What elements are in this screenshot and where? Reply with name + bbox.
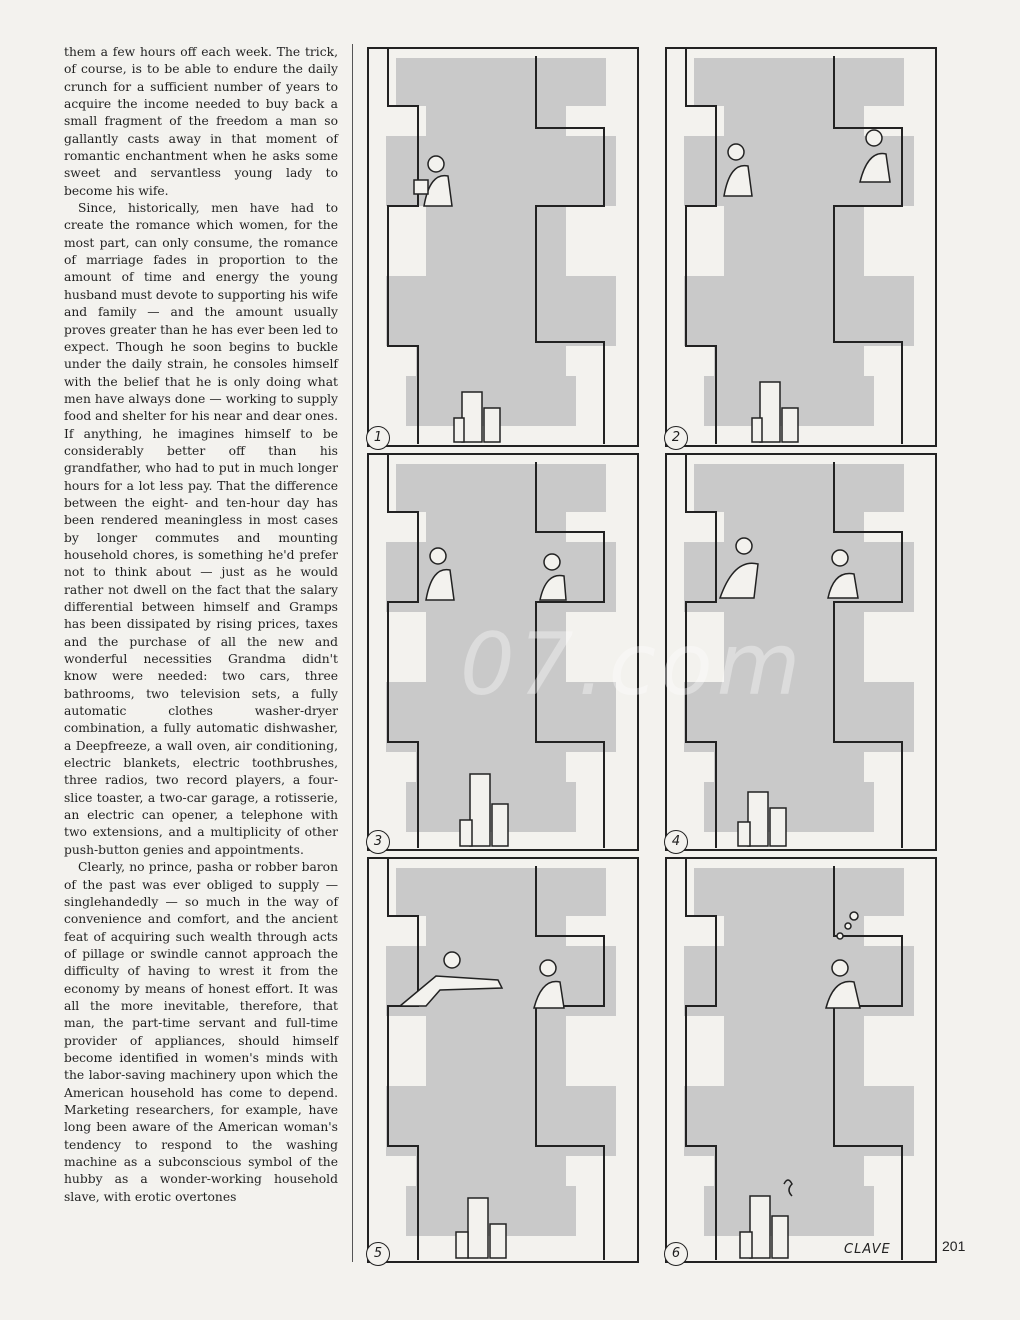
panel-6-number: 6 <box>664 1242 688 1266</box>
panel-5-drawing <box>366 856 640 1264</box>
cartoon-panel-5 <box>366 856 640 1264</box>
page-number: 201 <box>942 1238 966 1254</box>
article-text <box>64 44 338 1206</box>
cartoon-panel-2 <box>664 46 938 448</box>
cartoon-panel-3 <box>366 452 640 852</box>
cartoon-panel-6 <box>664 856 938 1264</box>
panel-4-number: 4 <box>664 830 688 854</box>
cartoon-panel-1 <box>366 46 640 448</box>
panel-5-number: 5 <box>366 1242 390 1266</box>
panel-2-drawing <box>664 46 938 448</box>
panel-1-number: 1 <box>366 426 390 450</box>
panel-6-drawing <box>664 856 938 1264</box>
paragraph-3: Clearly, no prince, pasha or robber baron of the past was ever obliged to supply — singlehandedly — so much in the way of convenience and comfort, and the ancient feat of acquiring such wealth through acts of pillage or swindle cannot approach the difficulty of having to wrest it from the economy by means of honest effort. It was all the more inevitable, therefore, that man, the part-time servant and full-time provider of appliances, should himself become identified in women's minds with the labor-saving machinery upon which the American household has come to depend. Marketing researchers, for example, have long been aware of the American woman's tendency to respond to the washing machine as a subconscious symbol of the hubby as a wonder-working household slave, with erotic overtones <box>64 860 338 1204</box>
panel-2-number: 2 <box>664 426 688 450</box>
panel-4-drawing <box>664 452 938 852</box>
watermark: 07.com <box>460 615 805 715</box>
cartoon-panel-4 <box>664 452 938 852</box>
cartoon-strip <box>362 42 940 1267</box>
panel-1-drawing <box>366 46 640 448</box>
paragraph-2: Since, historically, men have had to create the romance which women, for the most part, can only consume, the romance of marriage fades in proportion to the amount of time and energy the young husband must devote to supporting his wife and family — and the amount usually proves greater than he has ever been led to expect. Though he soon begins to buckle under the daily strain, he consoles himself with the belief that he is only doing what men have always done — working to supply food and shelter for his near and dear ones. If anything, he imagines himself to be considerably better off than his grandfather, who had to put in much longer hours for a lot less pay. That the difference between the eight- and ten-hour day has been rendered meaningless in most cases by longer commutes and mounting household chores, is something he'd prefer not to think about — just as he would rather not dwell on the fact that the salary differential between himself and Gramps has been dissipated by rising prices, taxes and the purchase of all the new and wonderful necessities Grandma didn't know were needed: two cars, three bathrooms, two television sets, a fully automatic clothes washer-dryer combination, a fully automatic dishwasher, a Deepfreeze, a wall oven, air conditioning, electric blankets, electric toothbrushes, three radios, two record players, a four-slice toaster, a two-car garage, a rotisserie, an electric can opener, a telephone with two extensions, and a multiplicity of other push-button genies and appointments. <box>64 201 338 857</box>
panel-3-number: 3 <box>366 830 390 854</box>
column-divider <box>352 44 353 1262</box>
panel-3-drawing <box>366 452 640 852</box>
artist-signature: CLAVE <box>844 1242 891 1257</box>
paragraph-1: them a few hours off each week. The trick, of course, is to be able to endure the daily crunch for a sufficient number of years to acquire the income needed to buy back a small fragment of the freedom a man so gallantly casts away in that moment of romantic enchantment when he asks some sweet and servantless young lady to become his wife. <box>64 45 338 198</box>
